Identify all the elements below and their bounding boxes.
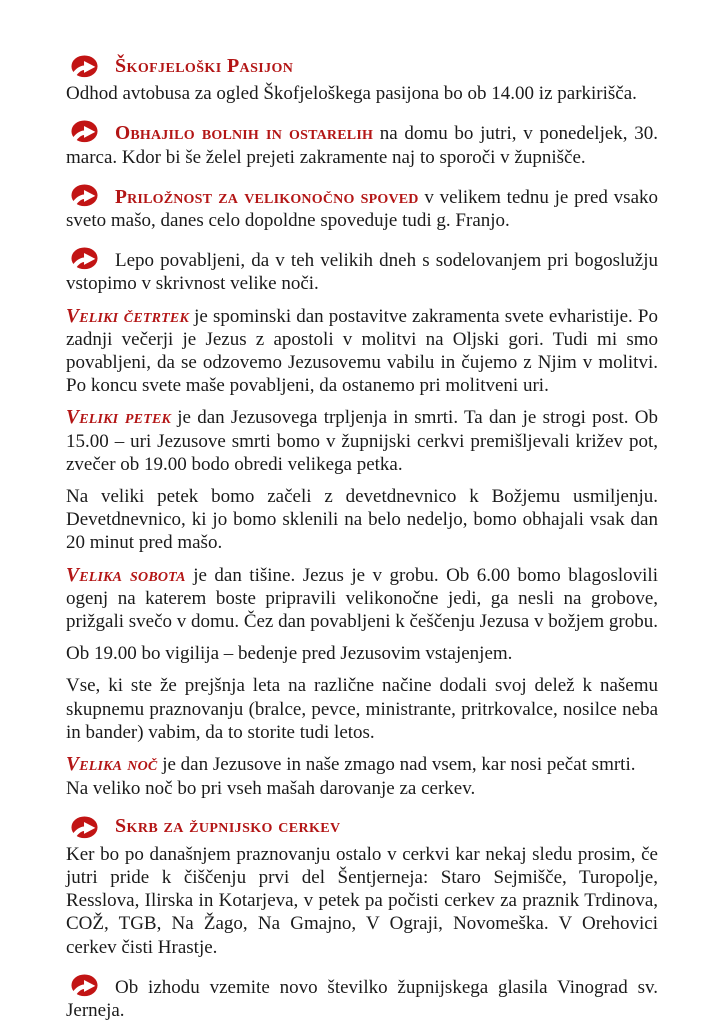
bullet-section [66,55,658,105]
arrow-bullet-icon [70,184,99,207]
paragraph: Na veliko noč bo pri vseh mašah darovanje za cerkev. [66,778,476,800]
section-heading-row [66,815,658,842]
paragraph-lead: Veliki četrtek [66,305,189,327]
section-body: Ker bo po današnjem praznovanju ostalo v cerkvi kar nekaj sledu prosim, če jutri pride k čiščenju prvi del Šentjerneja: Staro Sejmišče, Turopolje, Resslova, Ilirska in Kotarjeva, v petek pa počisti cerkev za praznik Trdinova, COŽ, TGB, Na Žago, Na Gmajno, V Ograji, Novomeška. V Orehovici cerkev čisti Hrastje. [66,843,658,958]
paragraph-text: je dan Jezusove in naše zmago nad vsem, kar nosi pečat smrti. [162,754,636,776]
content [66,55,658,1022]
lead-paragraph [66,397,658,476]
paragraph-lead: Velika noč [66,754,158,776]
lead-paragraph [66,296,658,398]
arrow-bullet-icon [70,120,99,143]
arrow-bullet-icon [70,55,99,78]
lead-paragraph [66,744,658,776]
bullet-paragraph [66,169,658,232]
paragraph-text: je dan Jezusovega trpljenja in smrti. Ta dan je strogi post. Ob 15.00 – uri Jezusove smrti bomo v župnijski cerkvi premišljevali križev pot, zvečer ob 19.00 bodo obredi velikega petka. [66,407,659,475]
paragraph-text: Ob izhodu vzemite novo številko župnijskega glasila Vinograd sv. Jerneja. [66,976,658,1021]
arrow-bullet-icon [70,816,99,839]
section-title: Skrb za župnijsko cerkev [115,815,341,838]
section-heading-row [66,55,658,82]
paragraph-lead: Obhajilo bolnih in ostarelih [115,123,374,145]
bullet-paragraph [66,105,658,168]
paragraph: Vse, ki ste že prejšnja leta na različne načine dodali svoj delež k našemu skupnemu praznovanju (bralce, pevce, ministrante, pritrkovalce, nosilce neba in bander) vabim, da to storite tudi letos. [66,675,658,743]
paragraph-text: na domu bo jutri, v ponedeljek, 30. marca. Kdor bi še želel prejeti zakramente naj to sporoči v župnišče. [66,123,659,168]
lead-paragraph [66,555,658,634]
arrow-bullet-icon [70,247,99,270]
arrow-bullet-icon [70,974,99,997]
paragraph-text: je dan tišine. Jezus je v grobu. Ob 6.00 bomo blagoslovili ogenj na katerem boste pripravili velikonočne jedi, ga nesli na grobove, prižgali svečo v domu. Čez dan povabljeni k češčenju Jezusa v božjem grobu. [66,564,658,633]
paragraph-lead: Veliki petek [66,407,172,429]
section-title: Škofjeloški Pasijon [115,55,294,77]
bullet-section [66,800,658,958]
paragraph-lead: Velika sobota [66,564,186,586]
paragraph-text: je spominski dan postavitve zakramenta svete evharistije. Po zadnji večerji je Jezus z apostoli v molitvi na Oljski gori. Tudi mi smo povabljeni, da se odzovemo Jezusovemu vabilu in čujemo z Njim v molitvi. Po koncu svete maše povabljeni, da ostanemo pri molitveni uri. [66,305,658,397]
paragraph-text: v velikem tednu je pred vsako sveto mašo, danes celo dopoldne spoveduje tudi g. Franjo. [66,186,659,232]
bullet-paragraph [66,959,658,1022]
paragraph: Na veliki petek bomo začeli z devetdnevnico k Božjemu usmiljenju. Devetdnevnico, ki jo bomo sklenili na belo nedeljo, bomo obhajali vsak dan 20 minut pred mašo. [66,486,658,554]
paragraph: Ob 19.00 bo vigilija – bedenje pred Jezusovim vstajenjem. [66,643,513,665]
paragraph-text: Lepo povabljeni, da v teh velikih dneh s sodelovanjem pri bogoslužju vstopimo v skrivnost velike noči. [66,250,658,295]
section-body: Odhod avtobusa za ogled Škofjeloškega pasijona bo ob 14.00 iz parkirišča. [66,83,637,105]
bullet-paragraph [66,232,658,295]
paragraph-lead: Priložnost za velikonočno spoved [115,186,419,208]
